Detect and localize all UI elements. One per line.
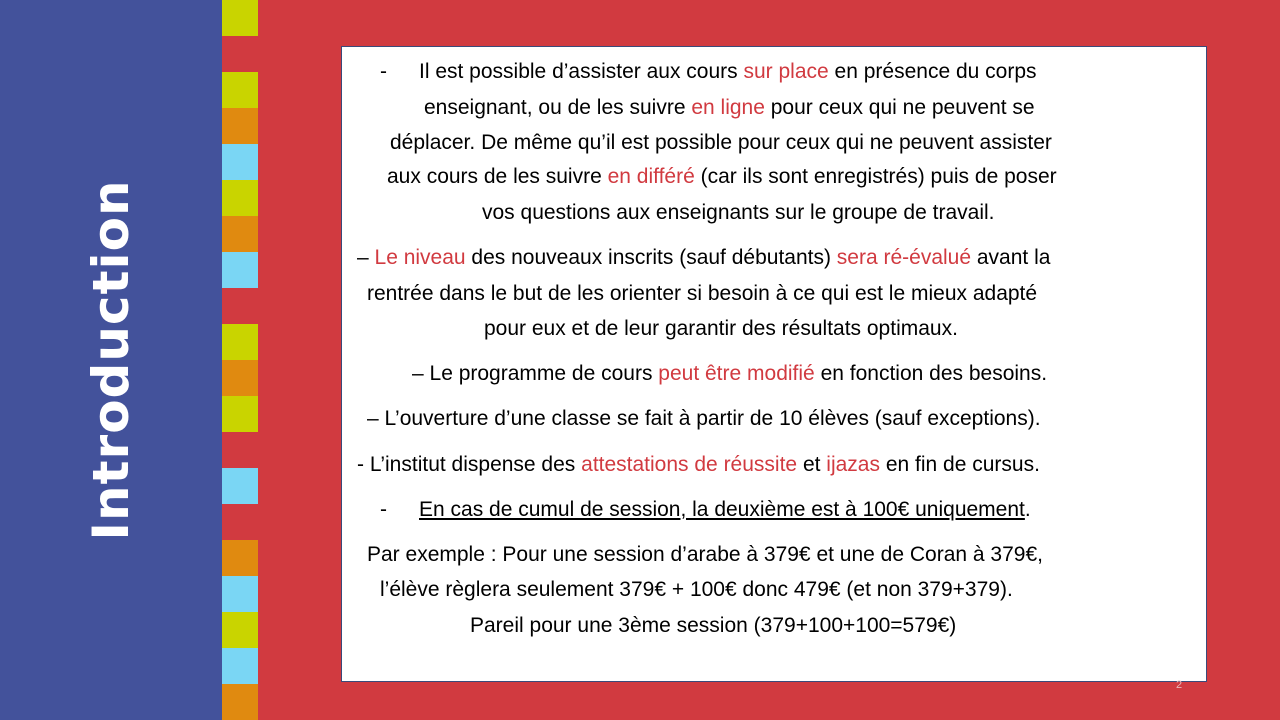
text-line: Il est possible d’assister aux cours sur place en présence du corps xyxy=(419,60,1037,83)
stripe-block xyxy=(222,540,258,576)
text-line: aux cours de les suivre en différé (car ils sont enregistrés) puis de poser xyxy=(387,165,1057,188)
content-box xyxy=(341,46,1207,682)
stripe-block xyxy=(222,144,258,180)
stripe-block xyxy=(222,576,258,612)
text-line: Pareil pour une 3ème session (379+100+100=579€) xyxy=(470,614,957,637)
stripe-block xyxy=(222,396,258,432)
stripe-block xyxy=(222,180,258,216)
page-number: 2 xyxy=(1176,679,1183,691)
stripe-block xyxy=(222,252,258,288)
stripe-block xyxy=(222,648,258,684)
text-line: - L’institut dispense des attestations de réussite et ijazas en fin de cursus. xyxy=(357,453,1040,476)
text-line: rentrée dans le but de les orienter si besoin à ce qui est le mieux adapté xyxy=(367,282,1038,305)
text-line: Par exemple : Pour une session d’arabe à 379€ et une de Coran à 379€, xyxy=(367,543,1043,566)
stripe-block xyxy=(222,468,258,504)
slide-title: Introduction xyxy=(82,179,140,541)
stripe-block xyxy=(222,684,258,720)
stripe-block xyxy=(222,612,258,648)
left-panel xyxy=(0,0,222,720)
text-line: En cas de cumul de session, la deuxième est à 100€ uniquement. xyxy=(419,498,1031,521)
bullet-dash: - xyxy=(380,60,387,83)
stripe-block xyxy=(222,216,258,252)
stripe-block xyxy=(222,324,258,360)
text-line: – L’ouverture d’une classe se fait à partir de 10 élèves (sauf exceptions). xyxy=(367,407,1041,430)
text-line: – Le niveau des nouveaux inscrits (sauf débutants) sera ré-évalué avant la xyxy=(357,246,1051,269)
stripe-block xyxy=(222,72,258,108)
stripe-block xyxy=(222,360,258,396)
text-line: déplacer. De même qu’il est possible pour ceux qui ne peuvent assister xyxy=(390,131,1052,154)
stripe-block xyxy=(222,0,258,36)
text-line: enseignant, ou de les suivre en ligne pour ceux qui ne peuvent se xyxy=(424,96,1035,119)
text-line: l’élève règlera seulement 379€ + 100€ donc 479€ (et non 379+379). xyxy=(380,578,1013,601)
color-stripe xyxy=(222,0,258,720)
text-line: pour eux et de leur garantir des résultats optimaux. xyxy=(484,317,958,340)
text-line: – Le programme de cours peut être modifié en fonction des besoins. xyxy=(412,362,1048,385)
text-line: vos questions aux enseignants sur le groupe de travail. xyxy=(482,201,995,224)
bullet-dash: - xyxy=(380,498,387,521)
stripe-block xyxy=(222,108,258,144)
